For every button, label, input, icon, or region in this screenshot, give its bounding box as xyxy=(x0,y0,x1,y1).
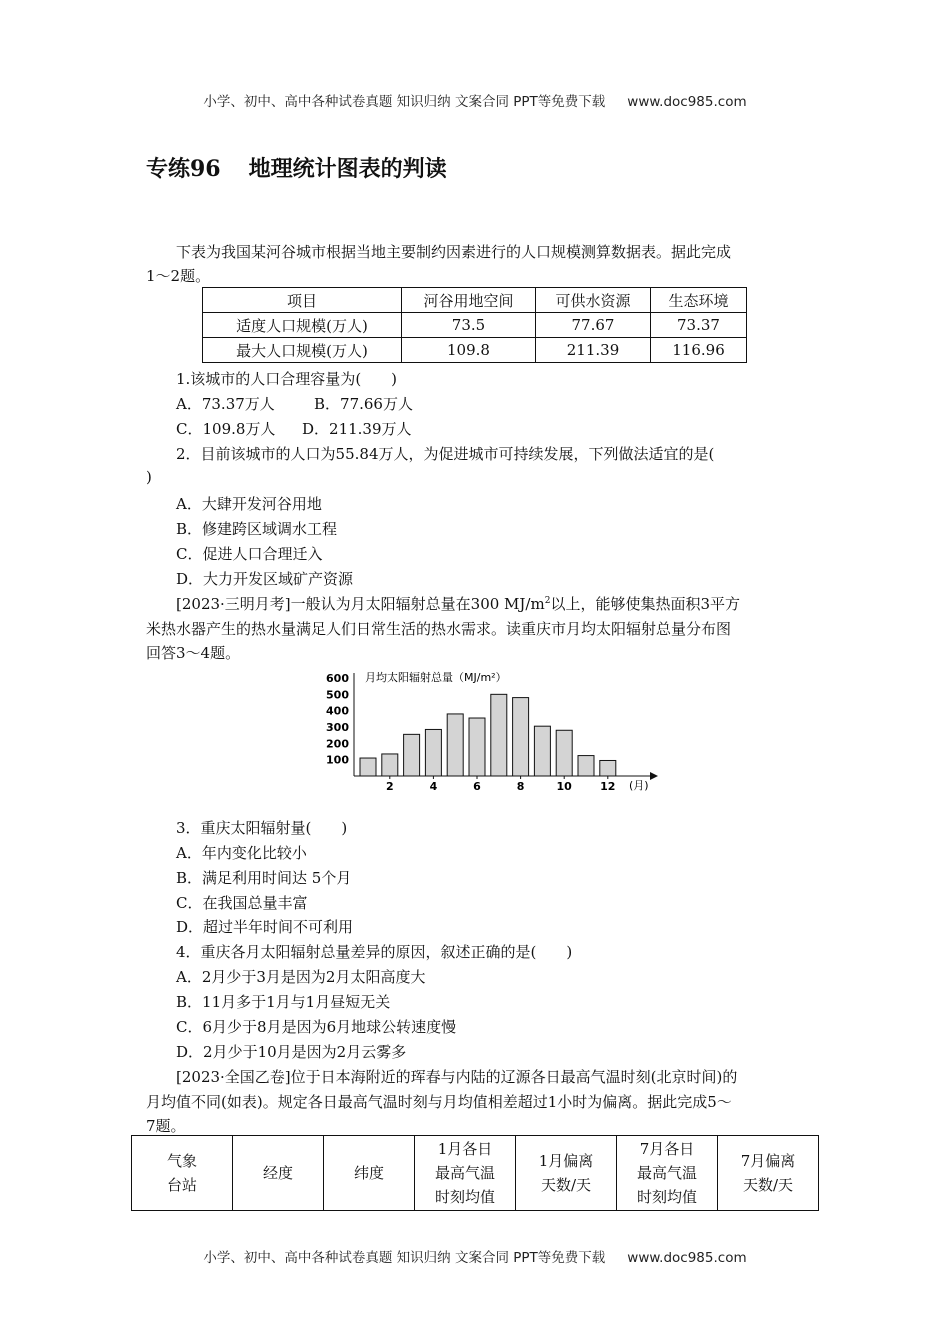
y-tick-label: 400 xyxy=(326,704,349,718)
q4-option-a[interactable]: A．2月少于3月是因为2月太阳高度大 xyxy=(176,968,426,986)
intro2-superscript: 2 xyxy=(544,596,551,606)
chart-bar xyxy=(425,729,441,776)
table-header-cell: 7月各日 最高气温 时刻均值 xyxy=(617,1136,718,1211)
q3-stem: 3．重庆太阳辐射量( ) xyxy=(176,819,348,837)
q1-stem: 1.该城市的人口合理容量为( ) xyxy=(176,370,398,388)
table-header-cell: 项目 xyxy=(203,288,402,313)
x-tick-label: 12 xyxy=(600,780,616,793)
q3-option-a[interactable]: A．年内变化比较小 xyxy=(176,844,307,862)
table-header-cell: 1月各日 最高气温 时刻均值 xyxy=(415,1136,516,1211)
page-header xyxy=(0,90,950,110)
intro3-line1: [2023·全国乙卷]位于日本海附近的珲春与内陆的辽源各日最高气温时刻(北京时间)的 xyxy=(176,1068,738,1086)
intro3-line2: 月均值不同(如表)。规定各日最高气温时刻与月均值相差超过1小时为偏离。据此完成5～ xyxy=(146,1093,732,1111)
y-tick-label: 500 xyxy=(326,688,349,702)
table-header-cell: 气象 台站 xyxy=(132,1136,233,1211)
q1-option-a[interactable]: A．73.37万人 xyxy=(176,395,275,413)
page-title xyxy=(146,152,447,183)
table-cell: 73.5 xyxy=(402,313,536,338)
intro2-line1 xyxy=(176,593,740,614)
table-cell: 最大人口规模(万人) xyxy=(203,338,402,363)
intro2-text-a: [2023·三明月考]一般认为月太阳辐射总量在300 MJ/m xyxy=(176,595,545,613)
q4-stem: 4．重庆各月太阳辐射总量差异的原因，叙述正确的是( ) xyxy=(176,943,573,961)
chart-bar xyxy=(534,726,550,776)
page-footer xyxy=(0,1246,950,1266)
y-tick-label: 100 xyxy=(326,753,349,767)
chart-bar xyxy=(578,756,594,776)
y-tick-label: 600 xyxy=(326,672,349,685)
chart-bar xyxy=(382,754,398,776)
q2-option-b[interactable]: B．修建跨区域调水工程 xyxy=(176,520,338,538)
table-header-cell: 经度 xyxy=(233,1136,324,1211)
radiation-bar-chart xyxy=(325,665,665,795)
x-tick-label: 6 xyxy=(473,780,481,793)
q3-option-b[interactable]: B．满足利用时间达 5个月 xyxy=(176,869,352,887)
x-tick-label: 10 xyxy=(556,780,572,793)
table-header-cell: 可供水资源 xyxy=(536,288,651,313)
population-table xyxy=(202,287,747,363)
chart-bar xyxy=(404,734,420,776)
footer-text: 小学、初中、高中各种试卷真题 知识归纳 文案合同 PPT等免费下载 xyxy=(203,1250,606,1266)
intro1-line1: 下表为我国某河谷城市根据当地主要制约因素进行的人口规模测算数据表。据此完成 xyxy=(176,243,732,261)
intro2-line3: 回答3～4题。 xyxy=(146,644,241,662)
header-text: 小学、初中、高中各种试卷真题 知识归纳 文案合同 PPT等免费下载 xyxy=(203,94,606,110)
q2-stem: 2．目前该城市的人口为55.84万人，为促进城市可持续发展，下列做法适宜的是( xyxy=(176,445,715,463)
table-cell: 77.67 xyxy=(536,313,651,338)
intro2-line2: 米热水器产生的热水量满足人们日常生活的热水需求。读重庆市月均太阳辐射总量分布图 xyxy=(146,620,732,638)
table-cell: 109.8 xyxy=(402,338,536,363)
table-header-cell: 1月偏离 天数/天 xyxy=(516,1136,617,1211)
x-tick-label: 4 xyxy=(429,780,438,793)
table-header-cell: 河谷用地空间 xyxy=(402,288,536,313)
chart-bar xyxy=(556,730,572,776)
x-axis-arrow-icon xyxy=(650,772,658,780)
table-row xyxy=(203,338,747,363)
temperature-table xyxy=(131,1135,819,1211)
q1-option-c[interactable]: C．109.8万人 xyxy=(176,420,276,438)
title-num: 专练96 xyxy=(146,156,221,182)
q4-option-d[interactable]: D．2月少于10月是因为2月云雾多 xyxy=(176,1043,407,1061)
q2-option-c[interactable]: C．促进人口合理迁入 xyxy=(176,545,323,563)
q4-option-c[interactable]: C．6月少于8月是因为6月地球公转速度慢 xyxy=(176,1018,457,1036)
chart-bar xyxy=(491,694,507,776)
x-tick-label: 2 xyxy=(385,780,394,793)
chart-bar xyxy=(513,698,529,776)
q2-option-d[interactable]: D．大力开发区域矿产资源 xyxy=(176,570,354,588)
intro2-text-b: 以上，能够使集热面积3平方 xyxy=(550,595,740,613)
table-cell: 211.39 xyxy=(536,338,651,363)
table-header-cell: 纬度 xyxy=(324,1136,415,1211)
x-axis-label: (月) xyxy=(629,779,649,792)
chart-bar xyxy=(469,718,485,776)
q2-stem-end: ) xyxy=(146,468,152,486)
q1-option-b[interactable]: B．77.66万人 xyxy=(314,395,413,413)
q2-option-a[interactable]: A．大肆开发河谷用地 xyxy=(176,495,322,513)
title-name: 地理统计图表的判读 xyxy=(248,156,447,182)
table-cell: 116.96 xyxy=(651,338,747,363)
intro1-line2: 1～2题。 xyxy=(146,267,211,285)
table-header-row xyxy=(203,288,747,313)
table-row xyxy=(203,313,747,338)
footer-url[interactable]: www.doc985.com xyxy=(627,1250,747,1266)
q3-option-d[interactable]: D．超过半年时间不可利用 xyxy=(176,918,354,936)
intro3-line3: 7题。 xyxy=(146,1117,186,1135)
table-header-cell: 7月偏离 天数/天 xyxy=(718,1136,819,1211)
table-cell: 73.37 xyxy=(651,313,747,338)
chart-bar xyxy=(600,760,616,776)
q3-option-c[interactable]: C．在我国总量丰富 xyxy=(176,894,308,912)
q1-option-d[interactable]: D．211.39万人 xyxy=(302,420,412,438)
y-tick-label: 300 xyxy=(326,721,349,734)
header-url[interactable]: www.doc985.com xyxy=(627,94,747,110)
chart-bar xyxy=(360,758,376,776)
table-header-cell: 生态环境 xyxy=(651,288,747,313)
y-tick-label: 200 xyxy=(326,737,349,751)
table-header-row xyxy=(132,1136,819,1211)
x-tick-label: 8 xyxy=(516,780,525,793)
chart-bar xyxy=(447,714,463,776)
table-cell: 适度人口规模(万人) xyxy=(203,313,402,338)
chart-title: 月均太阳辐射总量（MJ/m²） xyxy=(365,671,507,684)
q4-option-b[interactable]: B．11月多于1月与1月昼短无关 xyxy=(176,993,391,1011)
